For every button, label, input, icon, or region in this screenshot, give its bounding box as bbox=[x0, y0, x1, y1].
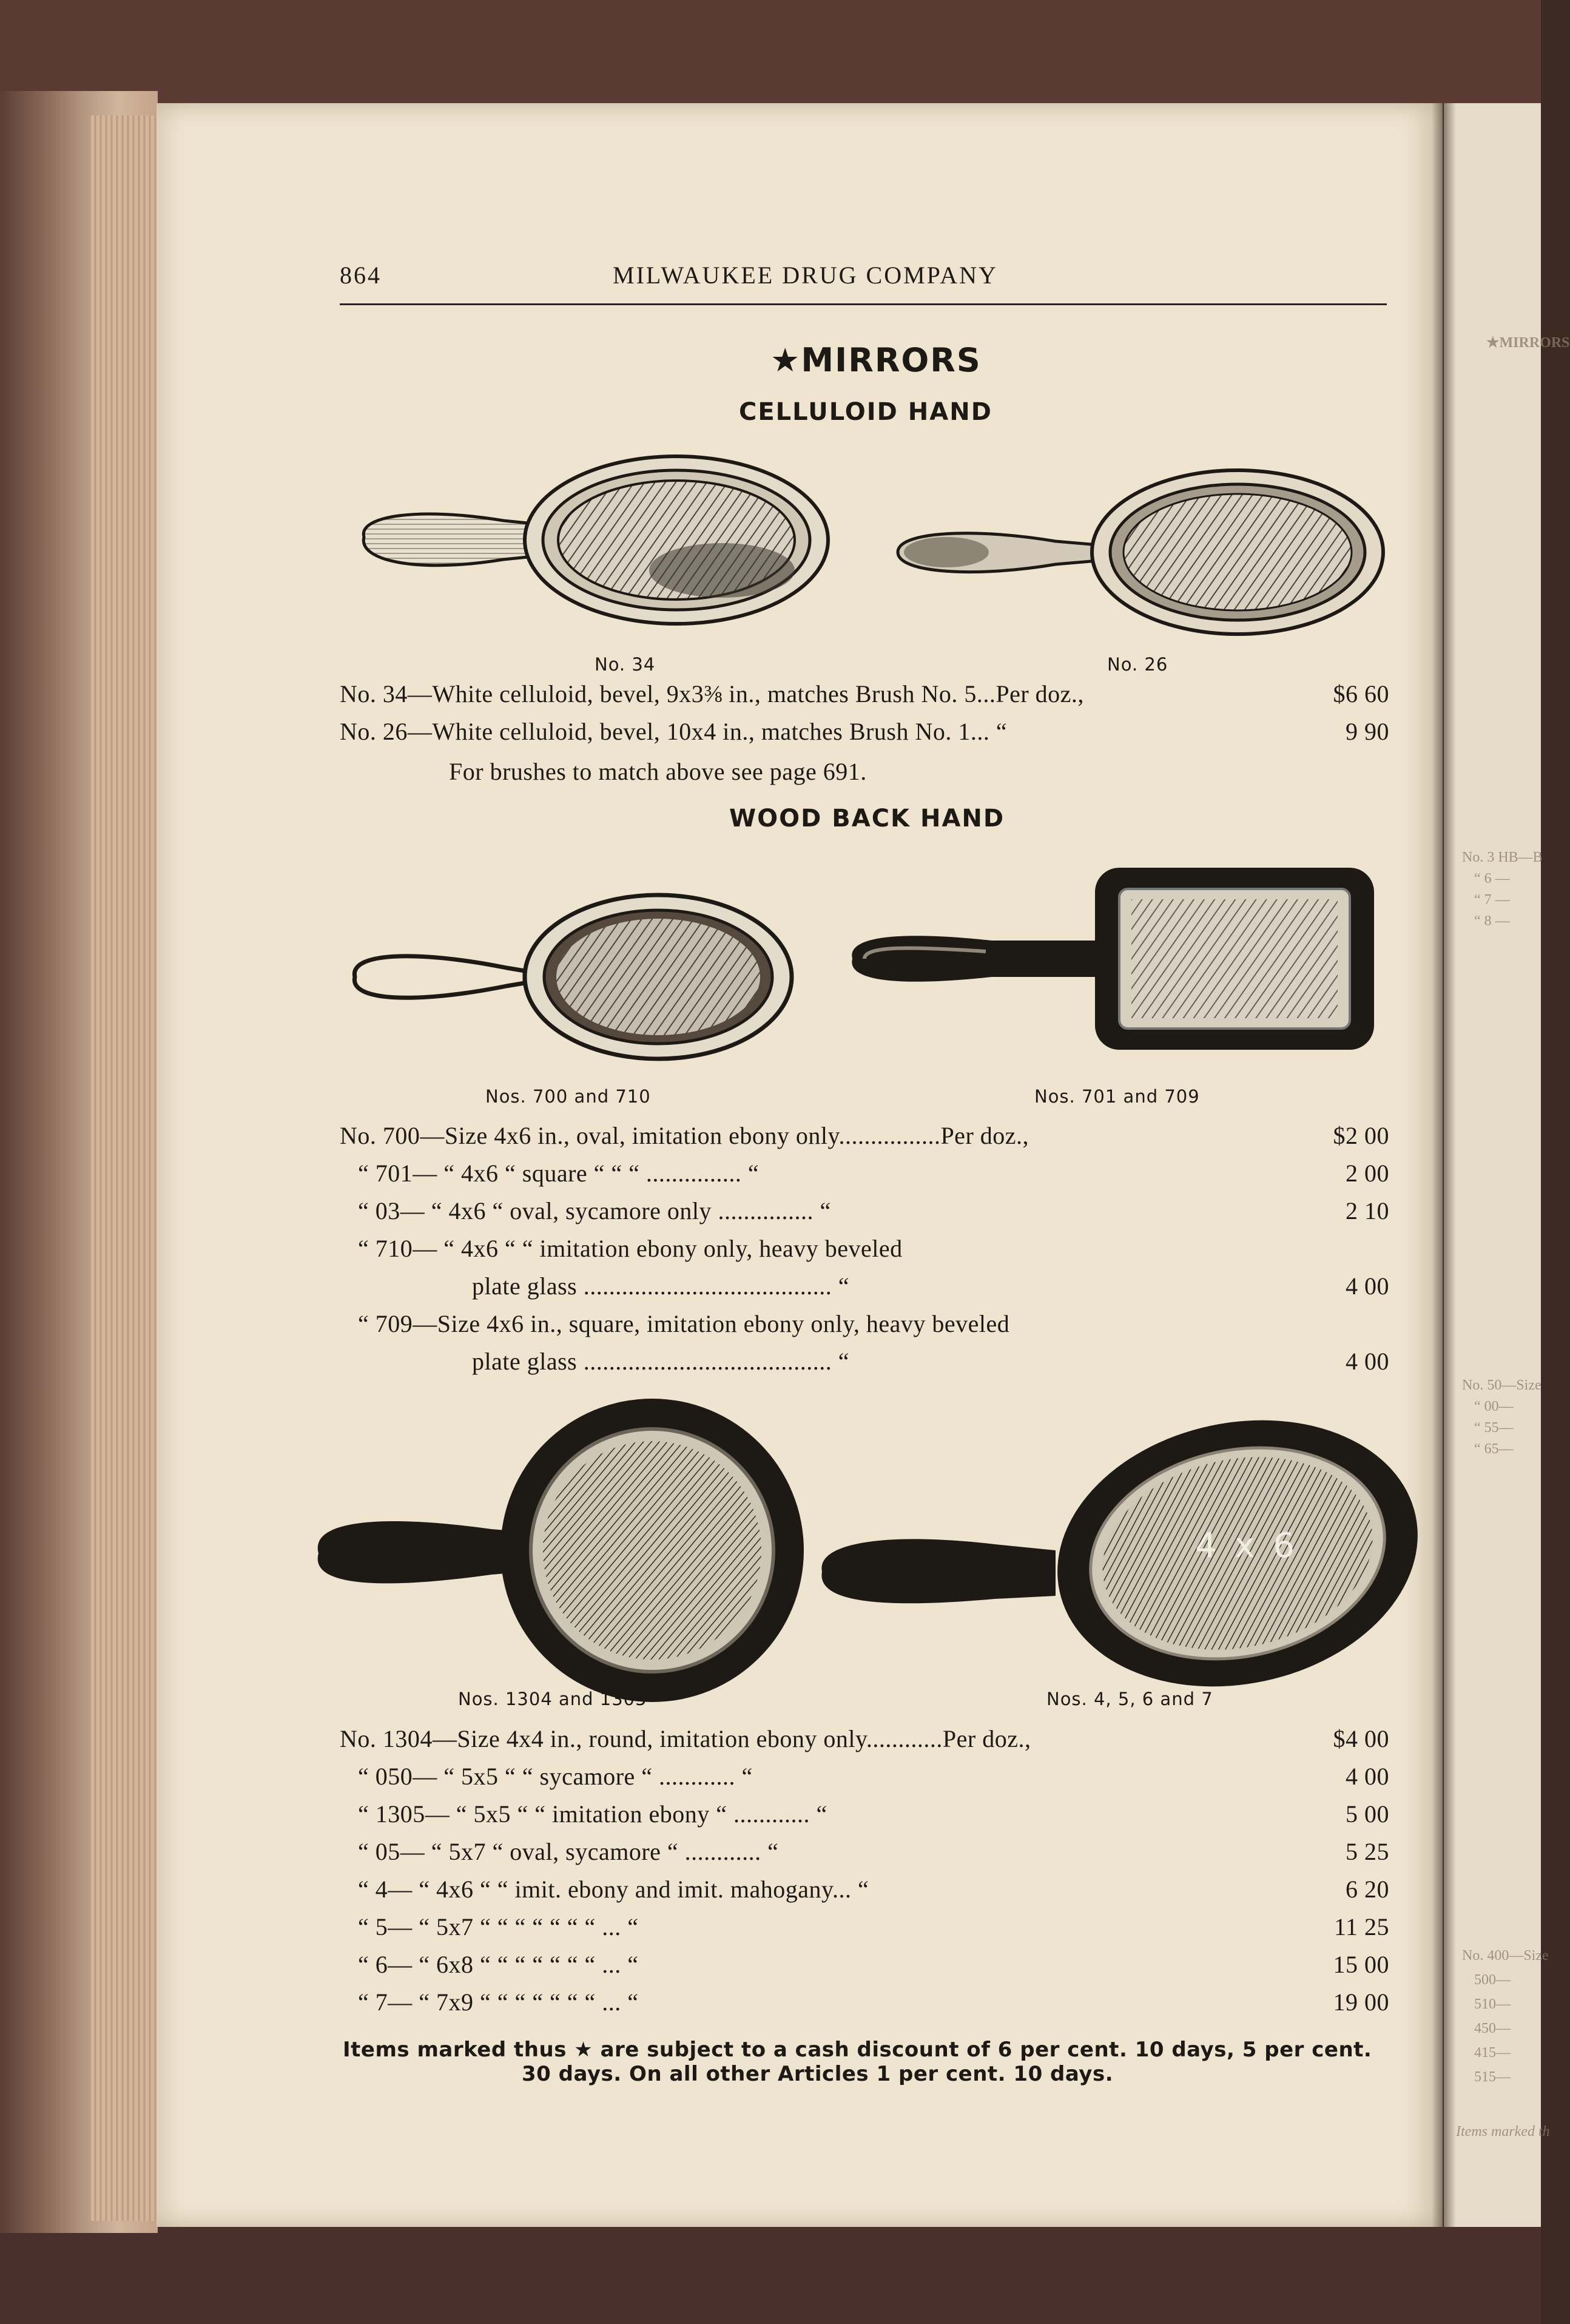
item-price: 15 00 bbox=[1333, 1951, 1389, 1978]
adjacent-fragment: 415— bbox=[1474, 2045, 1511, 2061]
adjacent-fragment: 510— bbox=[1474, 1996, 1511, 2012]
adjacent-fragment: 515— bbox=[1474, 2069, 1511, 2085]
mirror-illustration-no-34 bbox=[346, 449, 849, 631]
adjacent-fragment: 450— bbox=[1474, 2021, 1511, 2036]
item-price: 5 00 bbox=[1346, 1800, 1389, 1828]
caption-no-34: No. 34 bbox=[595, 654, 656, 675]
item-line: “ 7— “ 7x9 “ “ “ “ “ “ “ ... “ bbox=[358, 1988, 639, 2016]
item-line: “ 5— “ 5x7 “ “ “ “ “ “ “ ... “ bbox=[358, 1913, 639, 1941]
item-price: 4 00 bbox=[1346, 1348, 1389, 1375]
adjacent-fragment: “ 8 — bbox=[1474, 913, 1510, 929]
section-heading-wood-back: WOOD BACK HAND bbox=[729, 805, 1005, 833]
brush-note: For brushes to match above see page 691. bbox=[449, 758, 867, 785]
item-line: “ 05— “ 5x7 “ oval, sycamore “ ............ “ bbox=[358, 1838, 779, 1865]
caption-nos-700-710: Nos. 700 and 710 bbox=[485, 1086, 651, 1107]
caption-no-26: No. 26 bbox=[1107, 654, 1168, 675]
item-price: 11 25 bbox=[1333, 1913, 1389, 1941]
item-price: 2 00 bbox=[1346, 1160, 1389, 1187]
company-name: MILWAUKEE DRUG COMPANY bbox=[613, 262, 998, 289]
item-line: “ 709—Size 4x6 in., square, imitation ebony only, heavy beveled bbox=[358, 1310, 1010, 1337]
adjacent-fragment: “ 6 — bbox=[1474, 871, 1510, 887]
mirror-illustration-no-701 bbox=[840, 856, 1386, 1062]
adjacent-page bbox=[1444, 103, 1570, 2227]
adjacent-fragment: No. 400—Size bbox=[1462, 1948, 1549, 1964]
caption-nos-4-5-6-7: Nos. 4, 5, 6 and 7 bbox=[1046, 1689, 1213, 1709]
item-price: 2 10 bbox=[1346, 1197, 1389, 1224]
adjacent-heading: ★MIRRORS bbox=[1486, 335, 1570, 351]
page-gutter-shadow bbox=[1432, 103, 1456, 2227]
item-price: $2 00 bbox=[1333, 1122, 1389, 1149]
mirror-size-label: 4 x 6 bbox=[1195, 1526, 1298, 1566]
item-line: No. 26—White celluloid, bevel, 10x4 in., matches Brush No. 1... “ bbox=[340, 718, 1008, 745]
item-line: “ 4— “ 4x6 “ “ imit. ebony and imit. mahogany... “ bbox=[358, 1876, 869, 1903]
item-price: 4 00 bbox=[1346, 1272, 1389, 1300]
caption-nos-1304-1305: Nos. 1304 and 1305 bbox=[458, 1689, 647, 1709]
item-line: No. 700—Size 4x6 in., oval, imitation ebony only................Per doz., bbox=[340, 1122, 1029, 1149]
adjacent-fragment: “ 65— bbox=[1474, 1441, 1514, 1457]
item-price: $6 60 bbox=[1333, 680, 1389, 708]
discount-note-line-1: Items marked thus ★ are subject to a cash discount of 6 per cent. 10 days, 5 per cent. bbox=[343, 2038, 1372, 2062]
item-line: “ 710— “ 4x6 “ “ imitation ebony only, heavy beveled bbox=[358, 1235, 903, 1262]
item-line: “ 03— “ 4x6 “ oval, sycamore only ............... “ bbox=[358, 1197, 831, 1224]
adjacent-fragment: “ 00— bbox=[1474, 1399, 1514, 1414]
item-line: No. 34—White celluloid, bevel, 9x3⅜ in., matches Brush No. 5...Per doz., bbox=[340, 680, 1084, 708]
adjacent-fragment: “ 55— bbox=[1474, 1420, 1514, 1436]
book-top-edge bbox=[0, 0, 1541, 103]
item-price: 9 90 bbox=[1346, 718, 1389, 745]
item-line: “ 701— “ 4x6 “ square “ “ “ ............... “ bbox=[358, 1160, 760, 1187]
adjacent-fragment: No. 3 HB—B bbox=[1462, 850, 1543, 865]
adjacent-fragment: Items marked th bbox=[1456, 2124, 1550, 2140]
item-line: plate glass ....................................... “ bbox=[472, 1272, 849, 1300]
item-price: 5 25 bbox=[1346, 1838, 1389, 1865]
item-line: “ 1305— “ 5x5 “ “ imitation ebony “ ............ “ bbox=[358, 1800, 827, 1828]
caption-nos-701-709: Nos. 701 and 709 bbox=[1034, 1086, 1200, 1107]
mirror-illustration-no-700 bbox=[343, 886, 798, 1068]
adjacent-fragment: No. 50—Size bbox=[1462, 1377, 1541, 1393]
item-line: “ 050— “ 5x5 “ “ sycamore “ ............ “ bbox=[358, 1763, 753, 1790]
page-title: ★MIRRORS bbox=[770, 341, 982, 379]
mirror-illustration-no-1304 bbox=[309, 1396, 819, 1711]
page-edges bbox=[91, 115, 158, 2221]
adjacent-fragment: “ 7 — bbox=[1474, 892, 1510, 908]
item-line: No. 1304—Size 4x4 in., round, imitation ebony only............Per doz., bbox=[340, 1725, 1031, 1752]
item-line: “ 6— “ 6x8 “ “ “ “ “ “ “ ... “ bbox=[358, 1951, 639, 1978]
item-price: 6 20 bbox=[1346, 1876, 1389, 1903]
mirror-illustration-no-4 bbox=[813, 1414, 1426, 1693]
page-number: 864 bbox=[340, 262, 382, 289]
item-price: 19 00 bbox=[1333, 1988, 1389, 2016]
header-rule bbox=[340, 303, 1387, 305]
item-price: $4 00 bbox=[1333, 1725, 1389, 1752]
mirror-illustration-no-26 bbox=[892, 461, 1389, 643]
item-price: 4 00 bbox=[1346, 1763, 1389, 1790]
item-line: plate glass ....................................... “ bbox=[472, 1348, 849, 1375]
section-heading-celluloid: CELLULOID HAND bbox=[739, 398, 992, 426]
adjacent-fragment: 500— bbox=[1474, 1972, 1511, 1988]
discount-note-line-2: 30 days. On all other Articles 1 per cent. 10 days. bbox=[522, 2062, 1114, 2086]
